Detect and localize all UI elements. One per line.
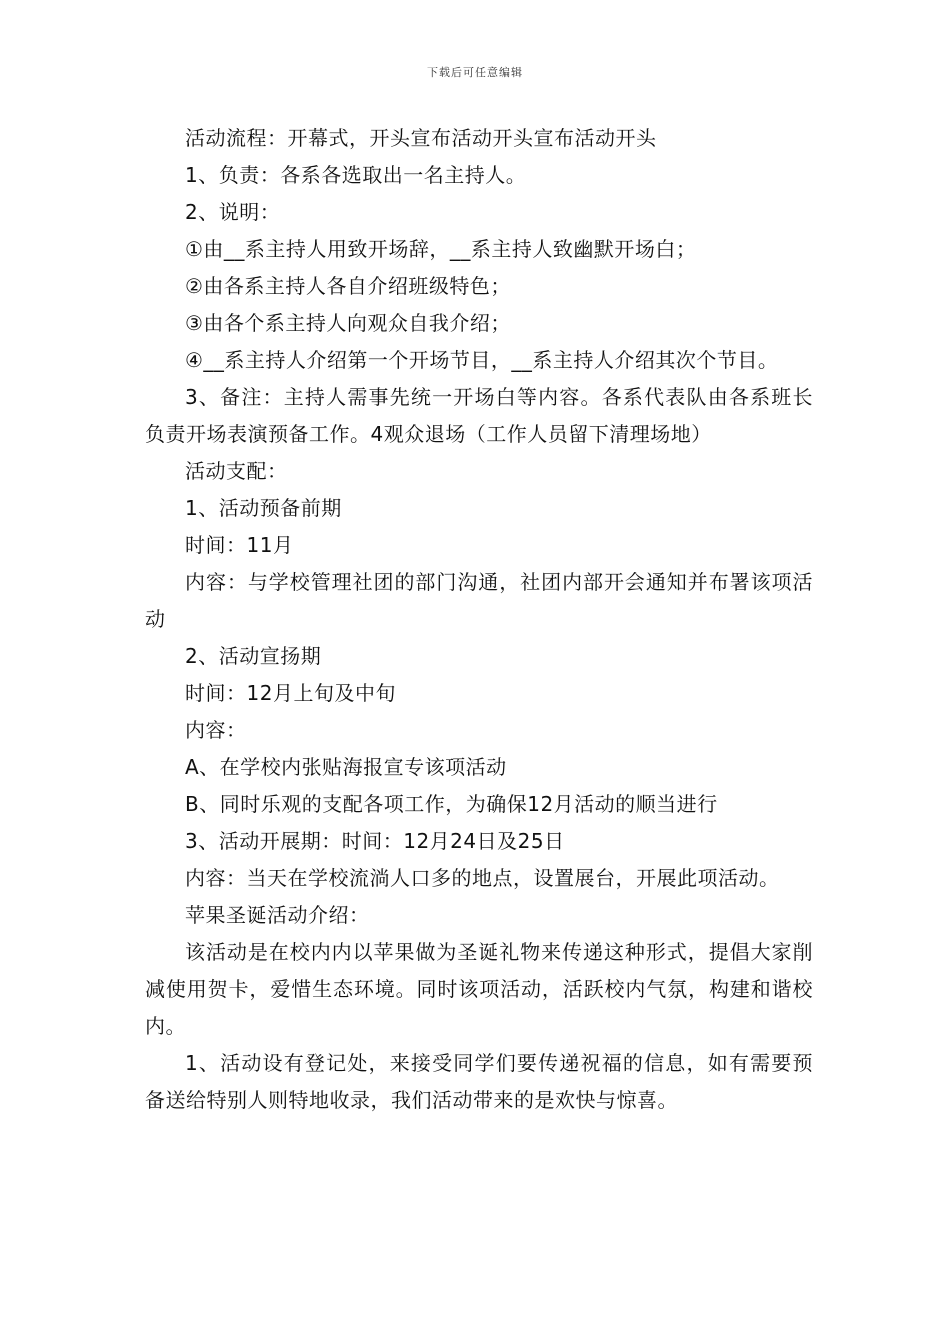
page-header: 下载后可任意编辑 bbox=[427, 66, 523, 79]
paragraph-explanation-heading: 2、说明： bbox=[185, 200, 281, 224]
paragraph-apple-intro: 该活动是在校内内以苹果做为圣诞礼物来传递这种形式，提倡大家削减使用贺卡，爱惜生态环境。同时该项活动，活跃校内气氛，构建和谐校内。 bbox=[145, 940, 813, 1038]
paragraph-promo-item-b: B、同时乐观的支配各项工作，为确保12月活动的顺当进行 bbox=[185, 792, 718, 816]
paragraph-explanation-4: ④__系主持人介绍第一个开场节目，__系主持人介绍其次个节目。 bbox=[185, 348, 779, 372]
paragraph-prep-phase: 1、活动预备前期 bbox=[185, 496, 342, 520]
paragraph-apple-heading: 苹果圣诞活动介绍： bbox=[185, 903, 370, 927]
paragraph-execution-content: 内容：当天在学校流淌人口多的地点，设置展台，开展此项活动。 bbox=[185, 866, 780, 890]
paragraph-prep-content: 内容：与学校管理社团的部门沟通，社团内部开会通知并布署该项活动 bbox=[145, 570, 813, 631]
paragraph-explanation-1: ①由__系主持人用致开场辞，__系主持人致幽默开场白； bbox=[185, 237, 697, 261]
document-body bbox=[145, 120, 813, 1119]
paragraph-promo-content-heading: 内容： bbox=[185, 718, 247, 742]
paragraph-arrangement-heading: 活动支配： bbox=[185, 459, 288, 483]
paragraph-execution-phase: 3、活动开展期：时间：12月24日及25日 bbox=[185, 829, 565, 853]
paragraph-remarks: 3、备注：主持人需事先统一开场白等内容。各系代表队由各系班长负责开场表演预备工作。4观众退场（工作人员留下清理场地） bbox=[145, 385, 813, 446]
paragraph-activity-flow: 活动流程：开幕式，开头宣布活动开头宣布活动开头 bbox=[185, 126, 657, 150]
paragraph-promo-time: 时间：12月上旬及中旬 bbox=[185, 681, 396, 705]
paragraph-explanation-2: ②由各系主持人各自介绍班级特色； bbox=[185, 274, 511, 298]
paragraph-host-responsibility: 1、负责：各系各选取出一名主持人。 bbox=[185, 163, 527, 187]
paragraph-prep-time: 时间：11月 bbox=[185, 533, 294, 557]
paragraph-apple-item-1: 1、活动设有登记处，来接受同学们要传递祝福的信息，如有需要预备送给特别人则特地收录，我们活动带来的是欢快与惊喜。 bbox=[145, 1051, 813, 1112]
paragraph-explanation-3: ③由各个系主持人向观众自我介绍； bbox=[185, 311, 511, 335]
paragraph-promo-item-a: A、在学校内张贴海报宣专该项活动 bbox=[185, 755, 507, 779]
paragraph-promo-phase: 2、活动宣扬期 bbox=[185, 644, 322, 668]
